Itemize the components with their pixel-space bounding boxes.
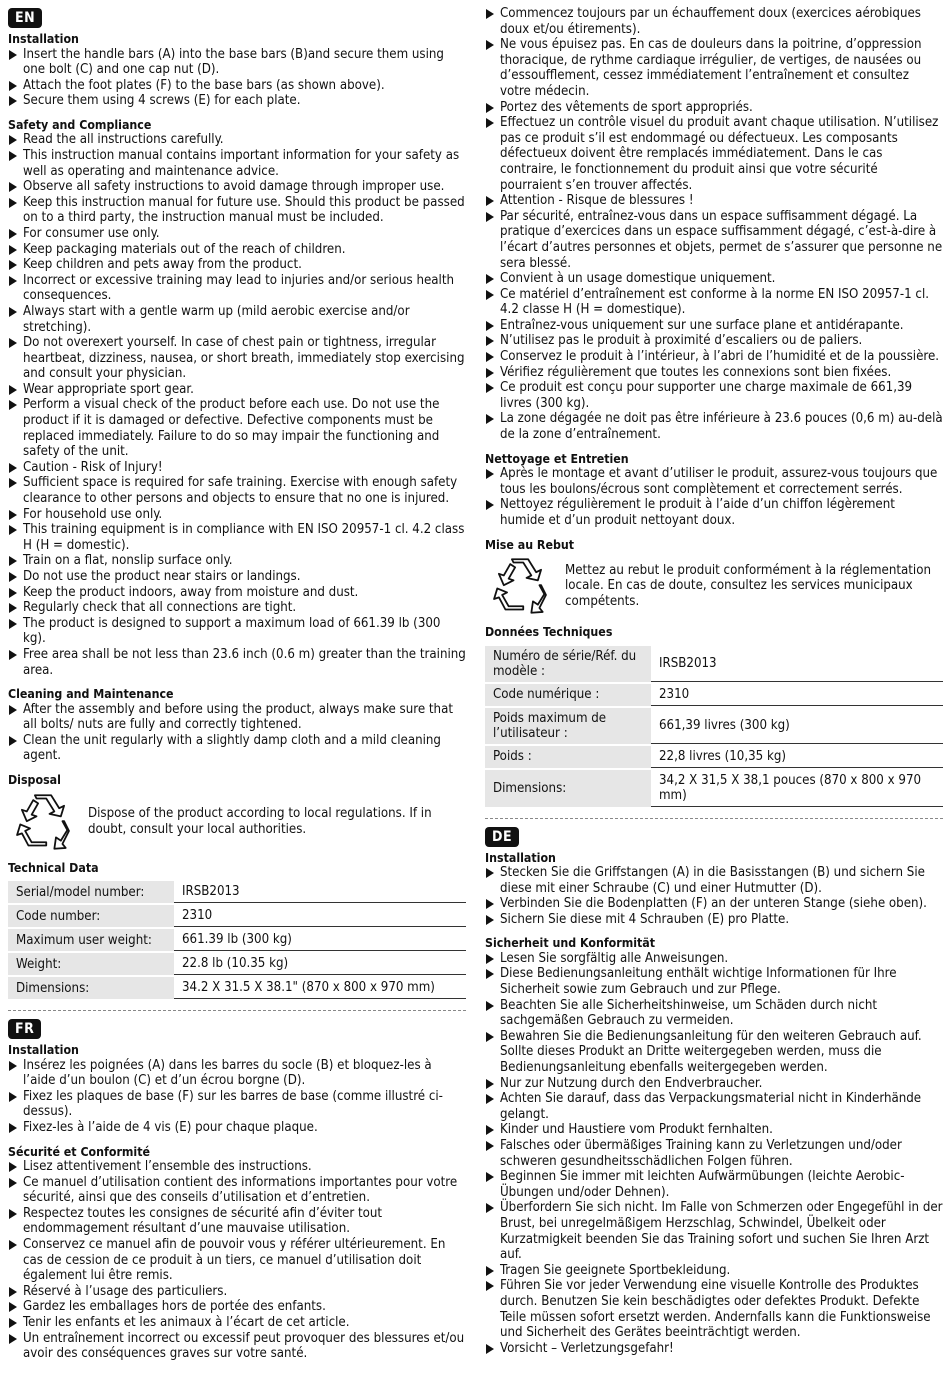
fr-installation-title: Installation [8, 1043, 79, 1058]
list-item: Incorrect or excessive training may lead to injuries and/or serious health consequences. [8, 273, 466, 304]
list-item: Clean the unit regularly with a slightly damp cloth and a mild cleaning agent. [8, 733, 466, 764]
fr-safety-list-cont [485, 6, 943, 443]
tech-key: Code number: [8, 905, 174, 927]
tech-value: 2310 [651, 684, 943, 706]
lang-badge-en: EN [8, 8, 42, 28]
tech-value: IRSB2013 [651, 646, 943, 682]
fr-safety-list [8, 1159, 466, 1362]
list-item: Free area shall be not less than 23.6 inch (0.6 m) greater than the training area. [8, 647, 466, 678]
list-item: Réservé à l’usage des particuliers. [8, 1284, 466, 1300]
tech-value: 34,2 X 31,5 X 38,1 pouces (870 x 800 x 970 mm) [651, 770, 943, 807]
list-item: This instruction manual contains important information for your safety as well as operating and maintenance advice. [8, 148, 466, 179]
tech-value: 661.39 lb (300 kg) [174, 929, 466, 951]
right-column [485, 0, 943, 1356]
list-item: La zone dégagée ne doit pas être inférieure à 23.6 pouces (0,6 m) au-delà de la zone d’entraînement. [485, 411, 943, 442]
list-item: Überfordern Sie sich nicht. Im Falle von Schmerzen oder Engegefühl in der Brust, bei unregelmäßigem Herzschlag, Schwindel, Übelkeit oder Kurzatmigkeit beenden Sie das Training sofort und suchen Sie Ihren Arzt auf. [485, 1200, 943, 1262]
list-item: Kinder und Haustiere vom Produkt fernhalten. [485, 1122, 943, 1138]
en-cleaning-title: Cleaning and Maintenance [8, 687, 174, 702]
list-item: Fixez les plaques de base (F) sur les barres de base (comme illustré ci-dessus). [8, 1089, 466, 1120]
en-installation-title: Installation [8, 32, 79, 46]
list-item: Keep packaging materials out of the reach of children. [8, 242, 466, 258]
list-item: Commencez toujours par un échauffement doux (exercices aérobiques doux et/ou étirements). [485, 6, 943, 37]
list-item: Diese Bedienungsanleitung enthält wichtige Informationen für Ihre Sicherheit sowie zum Gebrauch und zur Pflege. [485, 966, 943, 997]
table-row [8, 881, 466, 903]
list-item: After the assembly and before using the product, always make sure that all bolts/ nuts are fully and correctly tightened. [8, 702, 466, 733]
list-item: Keep the product indoors, away from moisture and dust. [8, 585, 466, 601]
list-item: Observe all safety instructions to avoid damage through improper use. [8, 179, 466, 195]
list-item: For household use only. [8, 507, 466, 523]
list-item: Ce manuel d’utilisation contient des informations importantes pour votre sécurité, ainsi que des conseils d’utilisation et d’entretien. [8, 1175, 466, 1206]
en-tech-table [8, 879, 466, 1001]
tech-key: Weight: [8, 953, 174, 975]
en-disposal-title: Disposal [8, 773, 61, 788]
lang-badge-de: DE [485, 827, 519, 847]
en-tech-title: Technical Data [8, 860, 99, 875]
list-item: N’utilisez pas le produit à proximité d’escaliers ou de paliers. [485, 333, 943, 349]
list-item: Tenir les enfants et les animaux à l’écart de cet article. [8, 1315, 466, 1331]
list-item: Ne vous épuisez pas. En cas de douleurs dans la poitrine, d’oppression thoracique, de rythme cardiaque irrégulier, de vertiges, de nausées ou d’essoufflement, cessez immédiatement l’entraînement et consultez votre médecin. [485, 37, 943, 99]
table-row [8, 929, 466, 951]
recycle-icon [8, 792, 78, 852]
tech-value: 34.2 X 31.5 X 38.1" (870 x 800 x 970 mm) [174, 977, 466, 999]
fr-tech-title: Données Techniques [485, 625, 613, 639]
tech-key: Poids maximum de l’utilisateur : [485, 708, 651, 744]
list-item: This training equipment is in compliance with EN ISO 20957-1 cl. 4.2 class H (H = domestic). [8, 522, 466, 553]
list-item: Ce matériel d’entraînement est conforme à la norme EN ISO 20957-1 cl. 4.2 classe H (H = domestique). [485, 287, 943, 318]
list-item: Tragen Sie geeignete Sportbekleidung. [485, 1263, 943, 1279]
fr-disposal-text: Mettez au rebut le produit conformément à la réglementation locale. En cas de doute, consultez les services municipaux compétents. [565, 562, 932, 609]
list-item: Ce produit est conçu pour supporter une charge maximale de 661,39 livres (300 kg). [485, 380, 943, 411]
table-row [485, 684, 943, 706]
en-cleaning-list [8, 702, 466, 764]
list-item: Keep this instruction manual for future use. Should this product be passed on to a third party, the instruction manual must be included. [8, 195, 466, 226]
de-installation-list [485, 865, 943, 927]
list-item: Wear appropriate sport gear. [8, 382, 466, 398]
section-divider [8, 1010, 466, 1011]
list-item: Conservez le produit à l’intérieur, à l’abri de l’humidité et de la poussière. [485, 349, 943, 365]
list-item: Vérifiez régulièrement que toutes les connexions sont bien fixées. [485, 365, 943, 381]
list-item: Conservez ce manuel afin de pouvoir vous y référer ultérieurement. En cas de cession de ce produit à un tiers, ce manuel d’utilisation doit également lui être remis. [8, 1237, 466, 1284]
left-column [8, 0, 466, 1362]
list-item: Lesen Sie sorgfältig alle Anweisungen. [485, 951, 943, 967]
en-installation-list [8, 47, 466, 109]
list-item: Insert the handle bars (A) into the base bars (B)and secure them using one bolt (C) and one cap nut (D). [8, 47, 466, 78]
list-item: Stecken Sie die Griffstangen (A) in die Basisstangen (B) und sichern Sie diese mit einer Schraube (C) und einer Hutmutter (D). [485, 865, 943, 896]
section-divider [485, 818, 943, 819]
list-item: Do not overexert yourself. In case of chest pain or tightness, irregular heartbeat, dizziness, nausea, or short breath, immediately stop exercising and consult your physician. [8, 335, 466, 382]
list-item: Effectuez un contrôle visuel du produit avant chaque utilisation. N’utilisez pas ce produit s’il est endommagé ou défectueux. Les composants défectueux doivent être remplacés immédiatement. Dans le cas contraire, le fonctionnement du produit ainsi que votre sécurité pourraient s’en trouver affectés. [485, 115, 943, 193]
list-item: Falsches oder übermäßiges Training kann zu Verletzungen und/oder schweren gesundheitsschädlichen Folgen führen. [485, 1138, 943, 1169]
list-item: Beachten Sie alle Sicherheitshinweise, um Schäden durch nicht sachgemäßen Gebrauch zu vermeiden. [485, 998, 943, 1029]
list-item: Always start with a gentle warm up (mild aerobic exercise and/or stretching). [8, 304, 466, 335]
table-row [8, 905, 466, 927]
list-item: Un entraînement incorrect ou excessif peut provoquer des blessures et/ou avoir des conséquences graves sur votre santé. [8, 1331, 466, 1362]
list-item: Par sécurité, entraînez-vous dans un espace suffisamment dégagé. La pratique d’exercices dans un espace suffisamment dégagé, c’est-à-dire à l’écart d’autres personnes et objets, permet de s’assurer que personne ne sera blessé. [485, 209, 943, 271]
list-item: Achten Sie darauf, dass das Verpackungsmaterial nicht in Kinderhände gelangt. [485, 1091, 943, 1122]
fr-safety-title: Sécurité et Conformité [8, 1144, 151, 1159]
list-item: Bewahren Sie die Bedienungsanleitung für den weiteren Gebrauch auf. Sollte dieses Produkt an Dritte weitergegeben werden, muss die Bedienungsanleitung ebenfalls weitergegeben werden. [485, 1029, 943, 1076]
tech-key: Code numérique : [485, 684, 651, 706]
list-item: Portez des vêtements de sport appropriés. [485, 100, 943, 116]
tech-key: Poids : [485, 746, 651, 768]
fr-cleaning-title: Nettoyage et Entretien [485, 451, 629, 466]
fr-cleaning-list [485, 466, 943, 528]
de-safety-list [485, 951, 943, 1356]
list-item: Sufficient space is required for safe training. Exercise with enough safety clearance to other persons and objects to ensure that no one is injured. [8, 475, 466, 506]
de-installation-title: Installation [485, 850, 556, 865]
list-item: Caution - Risk of Injury! [8, 460, 466, 476]
list-item: Respectez toutes les consignes de sécurité afin d’éviter tout endommagement résultant d’une mauvaise utilisation. [8, 1206, 466, 1237]
list-item: Attach the foot plates (F) to the base bars (as shown above). [8, 78, 466, 94]
list-item: Regularly check that all connections are tight. [8, 600, 466, 616]
en-disposal-text: Dispose of the product according to local regulations. If in doubt, consult your local authorities. [88, 805, 432, 837]
list-item: For consumer use only. [8, 226, 466, 242]
list-item: Do not use the product near stairs or landings. [8, 569, 466, 585]
list-item: Secure them using 4 screws (E) for each plate. [8, 93, 466, 109]
table-row [485, 746, 943, 768]
list-item: The product is designed to support a maximum load of 661.39 lb (300 kg). [8, 616, 466, 647]
de-safety-title: Sicherheit und Konformität [485, 936, 656, 951]
list-item: Führen Sie vor jeder Verwendung eine visuelle Kontrolle des Produktes durch. Benutzen Sie kein beschädigtes oder defektes Produkt. Defekte Teile müssen sofort ersetzt werden. Andernfalls kann die Funktionsweise und Sicherheit des Gerätes beeinträchtigt werden. [485, 1278, 943, 1340]
fr-installation-list [8, 1058, 466, 1136]
list-item: Read the all instructions carefully. [8, 132, 466, 148]
tech-key: Dimensions: [485, 770, 651, 807]
tech-value: 22,8 livres (10,35 kg) [651, 746, 943, 768]
table-row [485, 770, 943, 807]
tech-key: Maximum user weight: [8, 929, 174, 951]
fr-disposal-block [485, 556, 943, 616]
fr-tech-table [485, 644, 943, 809]
list-item: Attention - Risque de blessures ! [485, 193, 943, 209]
tech-key: Dimensions: [8, 977, 174, 999]
table-row [8, 953, 466, 975]
tech-value: 661,39 livres (300 kg) [651, 708, 943, 744]
list-item: Sichern Sie diese mit 4 Schrauben (E) pro Platte. [485, 912, 943, 928]
list-item: Entraînez-vous uniquement sur une surface plane et antidérapante. [485, 318, 943, 334]
list-item: Fixez-les à l’aide de 4 vis (E) pour chaque plaque. [8, 1120, 466, 1136]
list-item: Insérez les poignées (A) dans les barres du socle (B) et bloquez-les à l’aide d’un boulon (C) et d’un écrou borgne (D). [8, 1058, 466, 1089]
recycle-icon [485, 556, 555, 616]
list-item: Nettoyez régulièrement le produit à l’aide d’un chiffon légèrement humide et d’un produit nettoyant doux. [485, 497, 943, 528]
list-item: Après le montage et avant d’utiliser le produit, assurez-vous toujours que tous les boulons/écrous sont complètement et correctement serrés. [485, 466, 943, 497]
table-row [485, 646, 943, 682]
list-item: Nur zur Nutzung durch den Endverbraucher. [485, 1076, 943, 1092]
list-item: Convient à un usage domestique uniquement. [485, 271, 943, 287]
list-item: Lisez attentivement l’ensemble des instructions. [8, 1159, 466, 1175]
table-row [8, 977, 466, 999]
en-safety-list [8, 132, 466, 678]
list-item: Verbinden Sie die Bodenplatten (F) an der unteren Stange (siehe oben). [485, 896, 943, 912]
tech-key: Numéro de série/Réf. du modèle : [485, 646, 651, 682]
list-item: Gardez les emballages hors de portée des enfants. [8, 1299, 466, 1315]
list-item: Beginnen Sie immer mit leichten Aufwärmübungen (leichte Aerobic-Übungen und/oder Dehnen). [485, 1169, 943, 1200]
table-row [485, 708, 943, 744]
tech-value: 2310 [174, 905, 466, 927]
tech-value: IRSB2013 [174, 881, 466, 903]
fr-disposal-title: Mise au Rebut [485, 537, 575, 552]
list-item: Keep children and pets away from the product. [8, 257, 466, 273]
en-safety-title: Safety and Compliance [8, 117, 152, 132]
lang-badge-fr: FR [8, 1019, 41, 1039]
list-item: Perform a visual check of the product before each use. Do not use the product if it is damaged or defective. Defective components must be replaced immediately. Failure to do so may impair the functioning and safety of the unit. [8, 397, 466, 459]
list-item: Vorsicht – Verletzungsgefahr! [485, 1341, 943, 1357]
list-item: Train on a flat, nonslip surface only. [8, 553, 466, 569]
en-disposal-block [8, 792, 466, 852]
tech-key: Serial/model number: [8, 881, 174, 903]
tech-value: 22.8 lb (10.35 kg) [174, 953, 466, 975]
